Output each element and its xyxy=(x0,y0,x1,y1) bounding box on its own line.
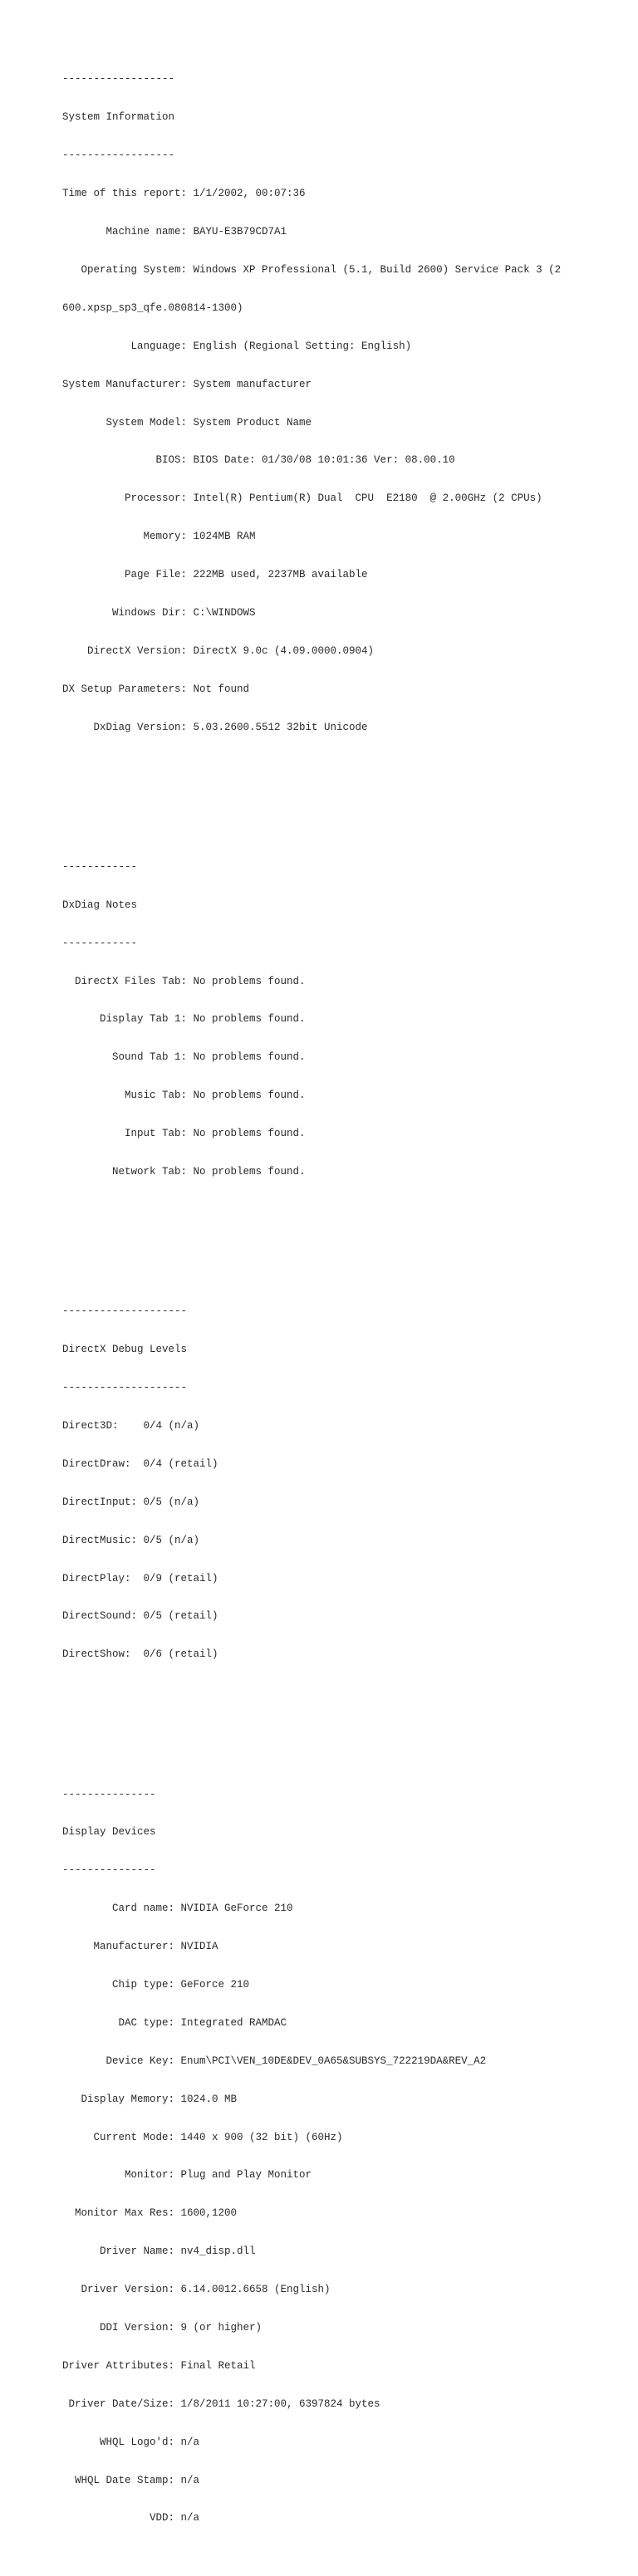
report-line-directinput: DirectInput: 0/5 (n/a) xyxy=(62,1496,200,1508)
report-line-whql-date-stamp: WHQL Date Stamp: n/a xyxy=(62,2474,200,2486)
report-line-direct3d: Direct3D: 0/4 (n/a) xyxy=(62,1419,200,1432)
report-line-network-tab: Network Tab: No problems found. xyxy=(62,1166,306,1178)
report-line-language: Language: English (Regional Setting: English) xyxy=(62,340,412,352)
report-line-directmusic: DirectMusic: 0/5 (n/a) xyxy=(62,1534,200,1546)
report-line-driver-version: Driver Version: 6.14.0012.6658 (English) xyxy=(62,2284,331,2296)
section-display-devices xyxy=(62,1763,627,2550)
section-rule: ------------------ xyxy=(62,73,175,86)
report-line-device-key: Device Key: Enum\PCI\VEN_10DE&DEV_0A65&SUBSYS_722219DA&REV_A2 xyxy=(62,2054,487,2067)
report-line-directdraw: DirectDraw: 0/4 (retail) xyxy=(62,1457,218,1470)
report-line-bios: BIOS: BIOS Date: 01/30/08 10:01:36 Ver: 08.00.10 xyxy=(62,454,455,467)
section-rule: ------------ xyxy=(62,937,138,949)
report-line-vdd: VDD: n/a xyxy=(62,2512,200,2525)
report-line-directshow: DirectShow: 0/6 (retail) xyxy=(62,1648,218,1661)
report-line-dac-type: DAC type: Integrated RAMDAC xyxy=(62,2016,287,2029)
section-rule: ------------ xyxy=(62,860,138,873)
report-line-memory: Memory: 1024MB RAM xyxy=(62,531,256,543)
report-line-driver-attributes: Driver Attributes: Final Retail xyxy=(62,2359,256,2372)
report-line-operating-system: Operating System: Windows XP Professional (5.1, Build 2600) Service Pack 3 (2 xyxy=(62,263,562,276)
report-line-driver-date-size: Driver Date/Size: 1/8/2011 10:27:00, 6397824 bytes xyxy=(62,2397,380,2410)
section-dxdiag-notes xyxy=(62,835,627,1242)
report-line-chip-type: Chip type: GeForce 210 xyxy=(62,1979,250,1991)
report-line-monitor: Monitor: Plug and Play Monitor xyxy=(62,2169,312,2182)
section-rule: -------------------- xyxy=(62,1382,188,1394)
section-rule: --------------- xyxy=(62,1788,156,1800)
report-line-ddi-version: DDI Version: 9 (or higher) xyxy=(62,2322,263,2334)
report-line-driver-name: Driver Name: nv4_disp.dll xyxy=(62,2245,256,2258)
section-system-information xyxy=(62,48,627,798)
section-rule: ------------------ xyxy=(62,149,175,162)
report-line-processor: Processor: Intel(R) Pentium(R) Dual CPU E2180 @ 2.00GHz (2 CPUs) xyxy=(62,492,542,505)
report-line-display-tab: Display Tab 1: No problems found. xyxy=(62,1013,306,1026)
report-line-system-model: System Model: System Product Name xyxy=(62,416,312,429)
section-title: Display Devices xyxy=(62,1826,156,1839)
report-line-display-memory: Display Memory: 1024.0 MB xyxy=(62,2093,238,2105)
report-line-current-mode: Current Mode: 1440 x 900 (32 bit) (60Hz) xyxy=(62,2131,343,2143)
section-rule: -------------------- xyxy=(62,1305,188,1318)
report-line-sound-tab: Sound Tab 1: No problems found. xyxy=(62,1051,306,1064)
dxdiag-report xyxy=(62,10,627,2576)
report-line-page-file: Page File: 222MB used, 2237MB available xyxy=(62,569,368,581)
report-line-whql-logod: WHQL Logo'd: n/a xyxy=(62,2436,200,2448)
section-title: DxDiag Notes xyxy=(62,899,138,911)
report-line-machine-name: Machine name: BAYU-E3B79CD7A1 xyxy=(62,226,287,238)
report-line-system-manufacturer: System Manufacturer: System manufacturer xyxy=(62,378,312,390)
report-line-operating-system-cont: 600.xpsp_sp3_qfe.080814-1300) xyxy=(62,301,243,314)
report-line-manufacturer: Manufacturer: NVIDIA xyxy=(62,1941,218,1953)
section-directx-debug-levels xyxy=(62,1281,627,1725)
report-line-card-name: Card name: NVIDIA GeForce 210 xyxy=(62,1903,293,1915)
section-title: System Information xyxy=(62,111,175,124)
report-line-directsound: DirectSound: 0/5 (retail) xyxy=(62,1610,218,1623)
report-line-directplay: DirectPlay: 0/9 (retail) xyxy=(62,1572,218,1584)
section-title: DirectX Debug Levels xyxy=(62,1344,188,1356)
blank-line xyxy=(62,1687,627,1699)
report-line-windows-dir: Windows Dir: C:\WINDOWS xyxy=(62,606,256,619)
report-line-directx-files-tab: DirectX Files Tab: No problems found. xyxy=(62,975,306,987)
report-line-directx-version: DirectX Version: DirectX 9.0c (4.09.0000.0904) xyxy=(62,644,375,657)
report-line-input-tab: Input Tab: No problems found. xyxy=(62,1128,306,1140)
report-line-monitor-max-res: Monitor Max Res: 1600,1200 xyxy=(62,2207,238,2220)
report-line-time: Time of this report: 1/1/2002, 00:07:36 xyxy=(62,188,306,200)
report-line-dxdiag-version: DxDiag Version: 5.03.2600.5512 32bit Unicode xyxy=(62,721,368,733)
report-line-music-tab: Music Tab: No problems found. xyxy=(62,1090,306,1102)
section-rule: --------------- xyxy=(62,1864,156,1877)
blank-line xyxy=(62,1204,627,1217)
blank-line xyxy=(62,760,627,772)
report-line-dx-setup-parameters: DX Setup Parameters: Not found xyxy=(62,683,250,695)
